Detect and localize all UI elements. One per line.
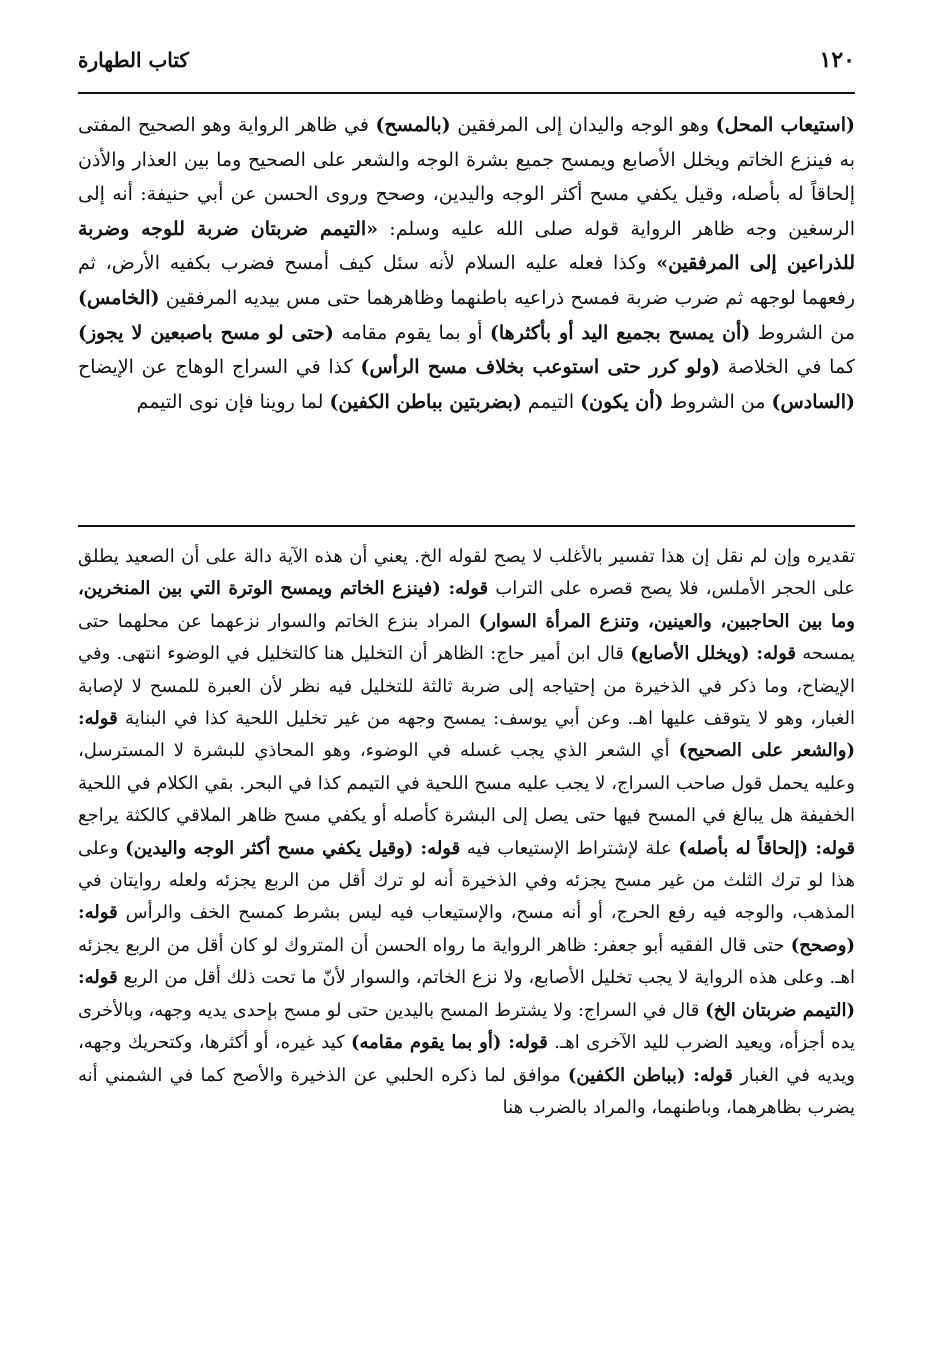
bold-text-segment: قوله: (فينزع الخاتم ويمسح الوترة التي بين المنخرين، وما بين الحاجبين، والعينين، وتنزع المرأة السوار) xyxy=(78,578,855,632)
text-segment: أي الشعر الذي يجب غسله في الوضوء، وهو المحاذي للبشرة لا المسترسل، وعليه يحمل قول صاحب السراج، لا يجب عليه مسح اللحية في التيمم كذا في البحر. بقي الكلام في اللحية الخفيفة هل يبالغ في المسح فيها حتى يصل إلى البشرة كأصله أو يكفي مسح ظاهر الملاقي كالكثة يراجع xyxy=(78,740,855,827)
bold-text-segment: (ولو كرر حتى استوعب بخلاف مسح الرأس) xyxy=(360,356,720,379)
text-segment: المراد بنزع الخاتم والسوار نزعهما عن محلهما حتى يمسحه xyxy=(78,610,855,665)
text-segment: وعلى هذا لو ترك الثلث من غير مسح يجزئه وفي الذخيرة أنه لو ترك أقل من الربع يجزئه ولعله روايتان في المذهب، والوجه فيه رفع الحرج، أو أنه مسح، والإستيعاب فيه ليس بشرط كمسح الخف والرأس xyxy=(78,837,855,924)
text-segment: لما روينا فإن نوى التيمم xyxy=(136,390,330,413)
text-segment: علة لإشتراط الإستيعاب فيه xyxy=(460,837,679,859)
text-segment: قال في السراج: ولا يشترط المسح باليدين حتى لو مسح بإحدى يديه وجهه، وبالأخرى يده أجزأه، ويعيد الضرب لليد الآخرى اهـ. xyxy=(78,999,855,1054)
commentary-paragraph xyxy=(78,546,855,1118)
text-segment: تقديره وإن لم نقل إن هذا تفسير بالأغلب لا يصح لقوله الخ. يعني أن هذه الآية دالة على أن الصعيد يطلق على الحجر الأملس، فلا يصح قصره على التراب xyxy=(78,546,855,600)
bold-text-segment: (الخامس) xyxy=(78,286,160,309)
bold-text-segment: قوله: (التيمم ضربتان الخ) xyxy=(78,967,855,1021)
text-segment: أو بما يقوم مقامه xyxy=(333,321,490,344)
bold-text-segment: قوله: (وقيل يكفي مسح أكثر الوجه واليدين) xyxy=(125,837,461,859)
commentary-text xyxy=(78,541,855,1321)
page-header xyxy=(78,40,855,80)
bold-text-segment: (استيعاب المحل) xyxy=(715,114,855,136)
bold-text-segment: قوله: (وصحح) xyxy=(78,902,855,956)
bold-text-segment: (بالمسح) xyxy=(375,114,451,136)
header-divider xyxy=(78,92,855,94)
bold-text-segment: قوله: (والشعر على الصحيح) xyxy=(78,708,855,762)
bold-text-segment: (أن يمسح بجميع اليد أو بأكثرها) xyxy=(489,321,751,344)
page-number: ١٢٠ xyxy=(819,47,855,73)
text-segment: حتى قال الفقيه أبو جعفر: ظاهر الرواية ما رواه الحسن أن المتروك لو كان أقل من الربع يجزئه اهـ. وعلى هذه الرواية لا يجب تخليل الأصابع، ولا نزع الخاتم، والسوار لأنّ ما تحت ذلك أقل من الربع xyxy=(78,934,855,989)
text-segment: كذا في السراج الوهاج عن الإيضاح xyxy=(78,356,361,379)
bold-text-segment: قوله: (إلحاقاً له بأصله) xyxy=(678,837,855,859)
text-segment: من الشروط xyxy=(750,321,855,344)
text-segment: التيمم xyxy=(521,390,581,413)
text-segment: كيد غيره، أو أكثرها، وكتحريك وجهه، ويديه في الغبار xyxy=(78,1032,855,1086)
text-segment: وهو الوجه واليدان إلى المرفقين xyxy=(450,114,716,136)
text-segment: في ظاهر الرواية وهو الصحيح المفتى به فينزع الخاتم ويخلل الأصابع ويمسح جميع بشرة الوجه والشعر على الصحيح وما بين العذار والأذن إلحاقاً له بأصله، وقيل يكفي مسح أكثر الوجه واليدين، وصحح وروى الحسن عن أبي حنيفة: أنه إلى الرسغين وجه ظاهر الرواية قوله صلى الله عليه وسلم: xyxy=(78,114,855,240)
main-text xyxy=(78,108,855,516)
main-paragraph xyxy=(78,114,855,413)
bold-text-segment: قوله: (أو بما يقوم مقامه) xyxy=(350,1032,548,1054)
text-segment: كما في الخلاصة xyxy=(719,356,855,379)
bold-text-segment: (أن يكون) xyxy=(580,390,664,413)
bold-text-segment: قوله: (بباطن الكفين) xyxy=(567,1064,733,1086)
commentary-divider xyxy=(78,525,855,527)
bold-text-segment: (السادس) xyxy=(771,390,855,413)
text-segment: موافق لما ذكره الحلبي عن الذخيرة والأصح كما في الشمني أنه يضرب بظاهرهما، وباطنهما، والمراد بالضرب هنا xyxy=(78,1064,855,1118)
book-title: كتاب الطهارة xyxy=(78,48,189,72)
text-segment: قال ابن أمير حاج: الظاهر أن التخليل هنا كالتخليل في الوضوء انتهى. وفي الإيضاح، وما ذكر في الذخيرة من إحتياجه إلى ضربة ثالثة للتخليل فيه نظر لأن العبرة للمسح لا لإصابة الغبار، وهو لا يتوقف عليها اهـ. وعن أبي يوسف: يمسح وجهه من غير تخليل اللحية كذا في البناية xyxy=(78,643,855,730)
bold-text-segment: قوله: (ويخلل الأصابع) xyxy=(630,643,797,665)
bold-text-segment: (بضربتين بباطن الكفين) xyxy=(329,390,522,413)
bold-text-segment: «التيمم ضربتان ضربة للوجه وضربة للذراعين إلى المرفقين» xyxy=(78,217,855,275)
text-segment: وكذا فعله عليه السلام لأنه سئل كيف أمسح فضرب بكفيه الأرض، ثم رفعهما لوجهه ثم ضرب ضربة فمسح ذراعيه باطنهما وظاهرهما حتى مس بيديه المرفقين xyxy=(78,252,855,309)
text-segment: من الشروط xyxy=(663,390,772,413)
bold-text-segment: (حتى لو مسح باصبعين لا يجوز) xyxy=(78,321,334,344)
